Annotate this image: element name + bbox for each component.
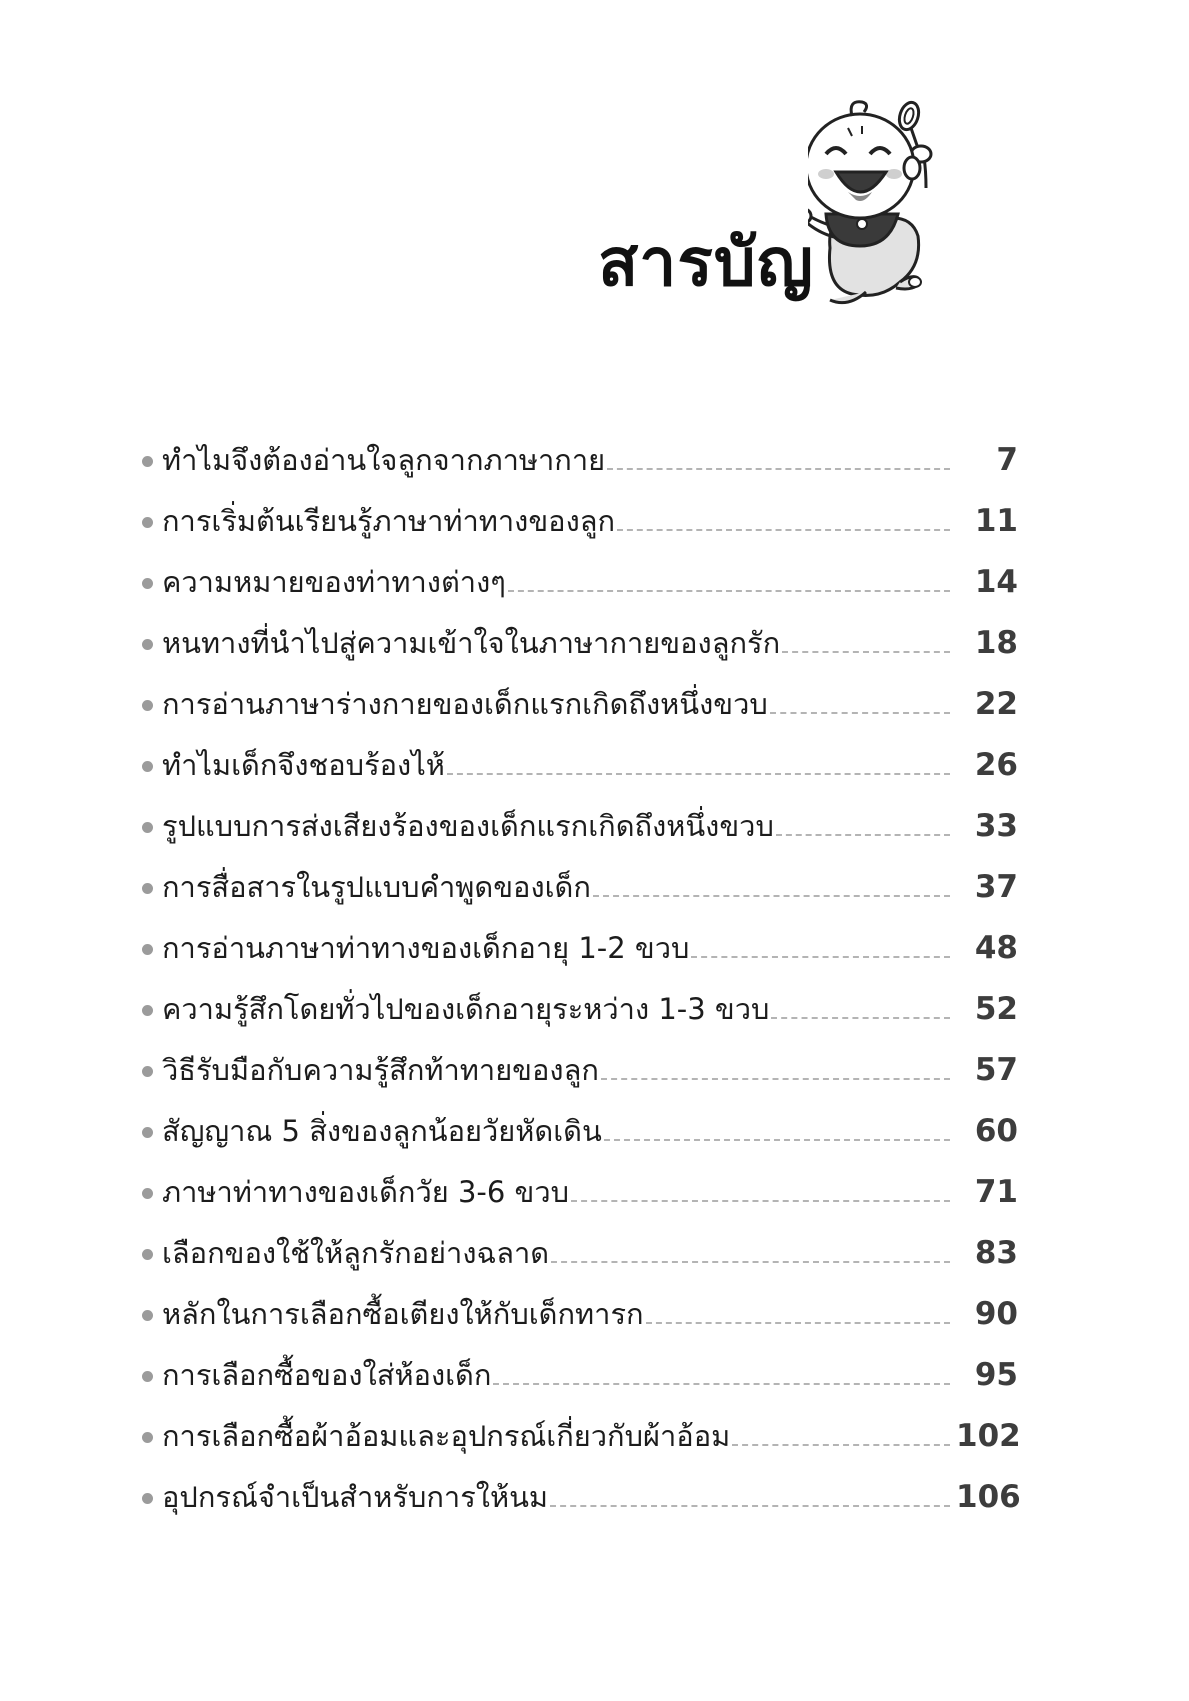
dotted-leader xyxy=(607,468,950,470)
dotted-leader xyxy=(551,1261,950,1263)
toc-page-number: 106 xyxy=(956,1479,1021,1515)
bullet-dot-icon xyxy=(142,761,153,772)
toc-page-number: 37 xyxy=(974,869,1018,905)
toc-page-number: 90 xyxy=(974,1296,1018,1332)
toc-entry[interactable] xyxy=(138,479,1018,540)
bullet-dot-icon xyxy=(142,1493,153,1504)
toc-entry-title: การสื่อสารในรูปแบบคำพูดของเด็ก xyxy=(162,870,591,904)
dotted-leader xyxy=(601,1078,950,1080)
toc-entry[interactable] xyxy=(138,1028,1018,1089)
toc-entry-title: ความหมายของท่าทางต่างๆ xyxy=(162,565,506,599)
toc-entry[interactable] xyxy=(138,1272,1018,1333)
toc-entry[interactable] xyxy=(138,723,1018,784)
toc-page-number: 48 xyxy=(974,930,1018,966)
toc-entry[interactable] xyxy=(138,784,1018,845)
bullet-dot-icon xyxy=(142,1005,153,1016)
bullet-dot-icon xyxy=(142,1127,153,1138)
toc-entry-title: สัญญาณ 5 สิ่งของลูกน้อยวัยหัดเดิน xyxy=(162,1114,602,1148)
toc-entry-title: การเลือกซื้อผ้าอ้อมและอุปกรณ์เกี่ยวกับผ้าอ้อม xyxy=(162,1419,731,1453)
dotted-leader xyxy=(571,1200,950,1202)
dotted-leader xyxy=(771,1017,950,1019)
toc-entry-title: อุปกรณ์จำเป็นสำหรับการให้นม xyxy=(162,1480,549,1514)
dotted-leader xyxy=(508,590,950,592)
toc-entry[interactable] xyxy=(138,967,1018,1028)
toc-entry[interactable] xyxy=(138,1211,1018,1272)
bullet-dot-icon xyxy=(142,1066,153,1077)
dotted-leader xyxy=(617,529,950,531)
toc-page-number: 22 xyxy=(974,686,1018,722)
toc-page-number: 60 xyxy=(974,1113,1018,1149)
toc-page-number: 102 xyxy=(956,1418,1021,1454)
toc-page-number: 71 xyxy=(974,1174,1018,1210)
toc-page-number: 52 xyxy=(974,991,1018,1027)
toc-entry-title: รูปแบบการส่งเสียงร้องของเด็กแรกเกิดถึงหนึ่งขวบ xyxy=(162,809,774,843)
dotted-leader xyxy=(593,895,950,897)
bullet-dot-icon xyxy=(142,700,153,711)
bullet-dot-icon xyxy=(142,578,153,589)
toc-page-number: 11 xyxy=(974,503,1018,539)
bullet-dot-icon xyxy=(142,1310,153,1321)
dotted-leader xyxy=(776,834,950,836)
page-title: สารบัญ xyxy=(598,224,814,302)
toc-entry[interactable] xyxy=(138,601,1018,662)
toc-page-number: 33 xyxy=(974,808,1018,844)
toc-entry-title: การเลือกซื้อของใส่ห้องเด็ก xyxy=(162,1358,492,1392)
bullet-dot-icon xyxy=(142,1188,153,1199)
toc-entry-title: การอ่านภาษาร่างกายของเด็กแรกเกิดถึงหนึ่งขวบ xyxy=(162,687,768,721)
bullet-dot-icon xyxy=(142,517,153,528)
toc-page-number: 57 xyxy=(974,1052,1018,1088)
dotted-leader xyxy=(770,712,950,714)
bullet-dot-icon xyxy=(142,1249,153,1260)
toc-entry[interactable] xyxy=(138,1150,1018,1211)
bullet-dot-icon xyxy=(142,822,153,833)
toc-entry-title: ความรู้สึกโดยทั่วไปของเด็กอายุระหว่าง 1-3 ขวบ xyxy=(162,992,770,1026)
toc-page-number: 18 xyxy=(974,625,1018,661)
dotted-leader xyxy=(691,956,950,958)
baby-mascot-icon xyxy=(808,96,1038,326)
toc-entry-title: ภาษาท่าทางของเด็กวัย 3-6 ขวบ xyxy=(162,1175,570,1209)
toc-entry[interactable] xyxy=(138,662,1018,723)
toc-entry-title: หลักในการเลือกซื้อเตียงให้กับเด็กทารก xyxy=(162,1297,644,1331)
toc-page-number: 7 xyxy=(996,442,1018,478)
toc-entry[interactable] xyxy=(138,418,1018,479)
toc-entry-title: ทำไมจึงต้องอ่านใจลูกจากภาษากาย xyxy=(162,443,606,477)
toc-page-number: 26 xyxy=(974,747,1018,783)
bullet-dot-icon xyxy=(142,944,153,955)
toc-entry-title: การอ่านภาษาท่าทางของเด็กอายุ 1-2 ขวบ xyxy=(162,931,690,965)
dotted-leader xyxy=(604,1139,950,1141)
toc-entry-title: หนทางที่นำไปสู่ความเข้าใจในภาษากายของลูกรัก xyxy=(162,626,781,660)
toc-entry[interactable] xyxy=(138,1455,1021,1516)
dotted-leader xyxy=(493,1383,950,1385)
bullet-dot-icon xyxy=(142,883,153,894)
toc-entry[interactable] xyxy=(138,1333,1018,1394)
dotted-leader xyxy=(732,1444,950,1446)
toc-entry-title: ทำไมเด็กจึงชอบร้องไห้ xyxy=(162,748,445,782)
dotted-leader xyxy=(550,1505,950,1507)
toc-entry[interactable] xyxy=(138,906,1018,967)
toc-entry-title: การเริ่มต้นเรียนรู้ภาษาท่าทางของลูก xyxy=(162,504,616,538)
toc-entry-title: วิธีรับมือกับความรู้สึกท้าทายของลูก xyxy=(162,1053,599,1087)
toc-entry[interactable] xyxy=(138,845,1018,906)
dotted-leader xyxy=(646,1322,950,1324)
dotted-leader xyxy=(782,651,950,653)
toc-page-number: 83 xyxy=(974,1235,1018,1271)
toc-entry-title: เลือกของใช้ให้ลูกรักอย่างฉลาด xyxy=(162,1236,550,1270)
bullet-dot-icon xyxy=(142,639,153,650)
bullet-dot-icon xyxy=(142,1371,153,1382)
bullet-dot-icon xyxy=(142,456,153,467)
toc-page-number: 14 xyxy=(974,564,1018,600)
toc-entry[interactable] xyxy=(138,1089,1018,1150)
bullet-dot-icon xyxy=(142,1432,153,1443)
table-of-contents xyxy=(138,418,1021,1516)
dotted-leader xyxy=(447,773,950,775)
toc-page-number: 95 xyxy=(974,1357,1018,1393)
toc-entry[interactable] xyxy=(138,1394,1021,1455)
toc-entry[interactable] xyxy=(138,540,1018,601)
